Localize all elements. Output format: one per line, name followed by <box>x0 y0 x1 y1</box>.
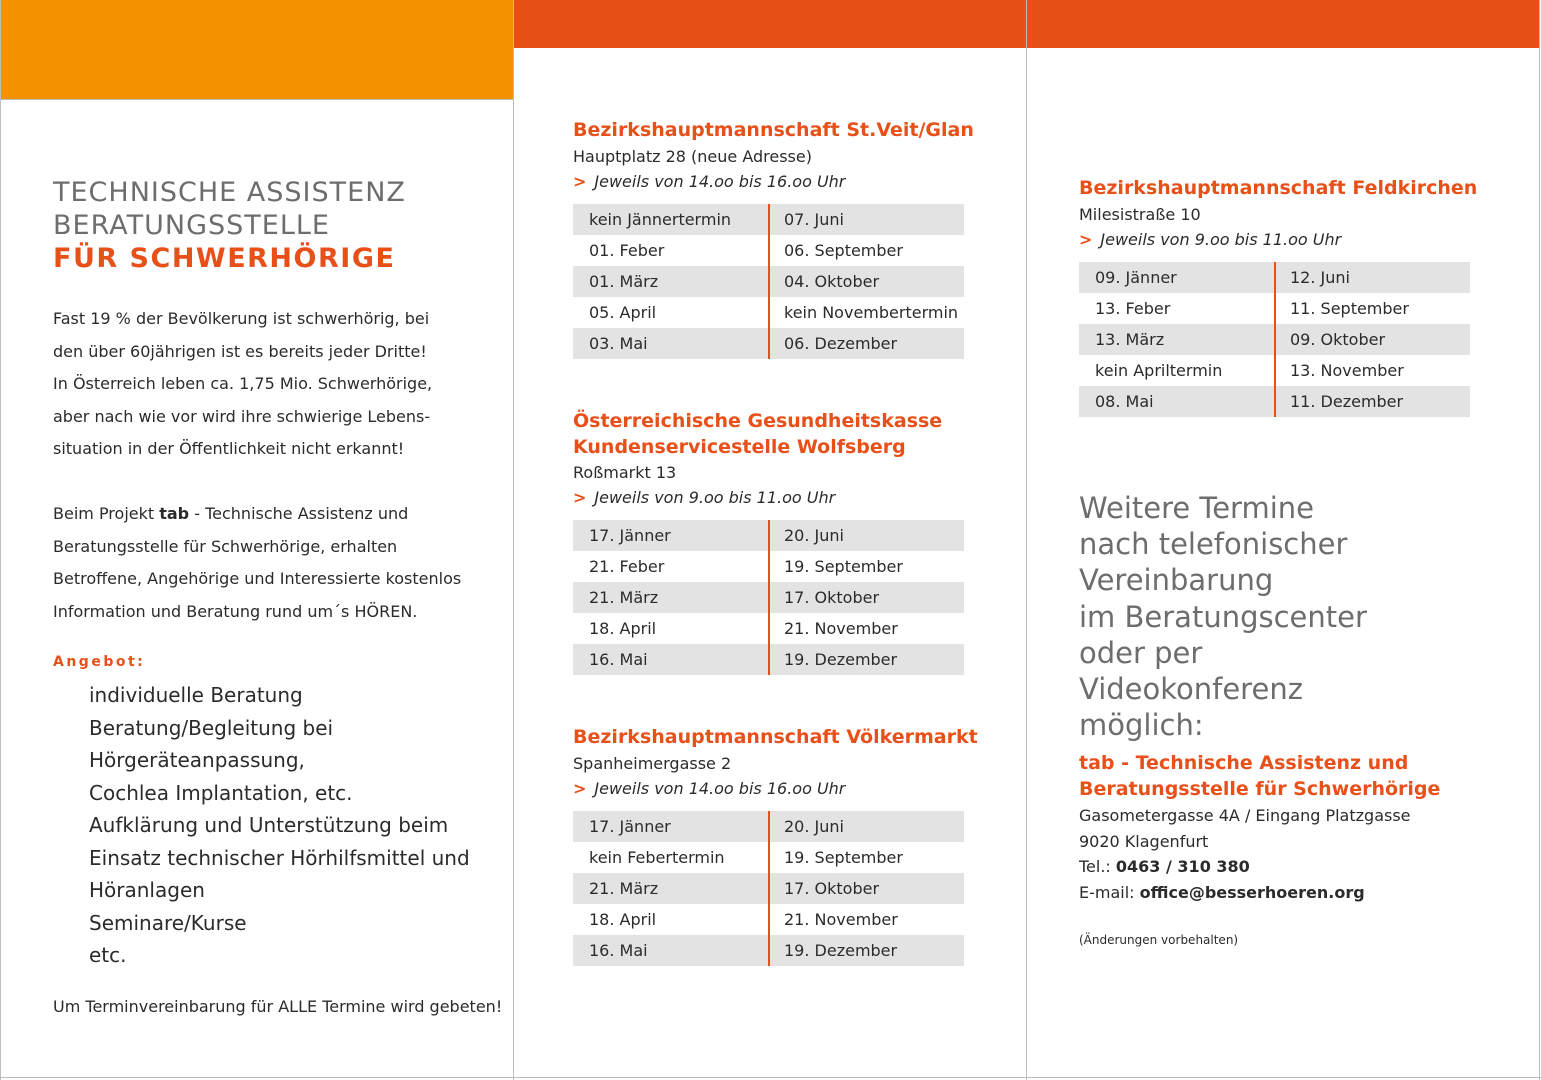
date-cell: 05. April <box>589 303 657 322</box>
more-line: nach telefonischer <box>1079 527 1348 562</box>
phone-label: Tel.: <box>1079 857 1116 876</box>
arrow-icon: > <box>573 779 587 798</box>
intro-line: situation in der Öffentlichkeit nicht erkannt! <box>53 439 405 458</box>
location-address: Hauptplatz 28 (neue Adresse) <box>573 147 812 166</box>
date-cell: 09. Oktober <box>1274 324 1470 355</box>
project-line-rest: - Technische Assistenz und <box>189 504 409 523</box>
more-line: im Beratungscenter <box>1079 599 1367 634</box>
date-cell: 19. Dezember <box>768 935 964 966</box>
more-line: Weitere Termine <box>1079 491 1315 525</box>
offer-item: Cochlea Implantation, etc. <box>89 780 353 805</box>
date-cell: 09. Jänner <box>1095 268 1177 287</box>
table-row <box>1079 293 1470 324</box>
date-cell: 20. Juni <box>768 520 964 551</box>
location-time <box>1079 230 1341 249</box>
offer-item: Einsatz technischer Hörhilfsmittel und <box>89 845 470 870</box>
date-cell: 17. Jänner <box>589 817 671 836</box>
date-cell: 19. Dezember <box>768 644 964 675</box>
table-row <box>1079 324 1470 355</box>
date-cell: 17. Oktober <box>768 873 964 904</box>
date-cell: 19. September <box>768 842 964 873</box>
date-cell: 03. Mai <box>589 334 648 353</box>
date-cell: 07. Juni <box>768 204 964 235</box>
arrow-icon: > <box>573 488 587 507</box>
table-row <box>573 811 964 842</box>
contact-phone <box>1079 854 1411 880</box>
date-cell: 13. Feber <box>1095 299 1171 318</box>
project-name-tab: tab <box>159 504 190 523</box>
date-cell: 13. März <box>1095 330 1165 349</box>
right-panel <box>1027 0 1540 1080</box>
location-address: Spanheimergasse 2 <box>573 754 732 773</box>
organization-title-line: Beratungsstelle für Schwerhörige <box>1079 778 1441 800</box>
table-row <box>1079 386 1470 417</box>
project-line: Beratungsstelle für Schwerhörige, erhalten <box>53 536 398 556</box>
location-title-line: Österreichische Gesundheitskasse <box>573 410 943 432</box>
table-row <box>573 644 964 675</box>
date-cell: 21. März <box>589 588 659 607</box>
date-table-feldkirchen <box>1079 262 1470 417</box>
more-line: Vereinbarung <box>1079 563 1274 598</box>
more-appointments-text <box>1079 490 1367 743</box>
location-address: Roßmarkt 13 <box>573 463 677 482</box>
bottom-border <box>0 1077 1541 1078</box>
left-panel <box>0 0 514 1080</box>
date-cell: kein Novembertermin <box>768 297 964 328</box>
location-title-wolfsberg <box>573 408 942 460</box>
offer-item: individuelle Beratung <box>89 683 303 707</box>
table-row <box>573 297 964 328</box>
date-table-st-veit <box>573 204 964 359</box>
date-cell: 12. Juni <box>1274 262 1470 293</box>
table-row <box>573 328 964 359</box>
intro-line: Fast 19 % der Bevölkerung ist schwerhörig, bei <box>53 309 430 328</box>
date-cell: 21. Feber <box>589 557 665 576</box>
email-label: E-mail: <box>1079 882 1140 902</box>
intro-paragraph <box>53 303 493 466</box>
table-row <box>573 935 964 966</box>
table-row <box>573 520 964 551</box>
offer-item: Seminare/Kurse <box>89 910 247 935</box>
location-title-line: Kundenservicestelle Wolfsberg <box>573 436 906 458</box>
date-cell: 17. Oktober <box>768 582 964 613</box>
date-cell: kein Febertermin <box>589 848 725 867</box>
date-cell: 20. Juni <box>768 811 964 842</box>
more-line: oder per <box>1079 635 1203 670</box>
location-title-feldkirchen <box>1079 175 1477 201</box>
red-header-bar <box>1027 0 1539 48</box>
date-cell: 06. Dezember <box>768 328 964 359</box>
intro-line: In Österreich leben ca. 1,75 Mio. Schwerhörige, <box>53 374 433 393</box>
project-prefix: Beim Projekt <box>53 504 160 523</box>
date-cell: 11. Dezember <box>1274 386 1470 417</box>
date-cell: 08. Mai <box>1095 392 1154 411</box>
location-title-line: Bezirkshauptmannschaft St.Veit/Glan <box>573 119 974 141</box>
location-title-st-veit <box>573 117 974 143</box>
organization-title <box>1079 750 1440 802</box>
time-text: Jeweils von 14.oo bis 16.oo Uhr <box>594 172 846 191</box>
contact-city: 9020 Klagenfurt <box>1079 831 1209 851</box>
offer-item: Höranlagen <box>89 878 205 902</box>
time-text: Jeweils von 9.oo bis 11.oo Uhr <box>1100 230 1342 249</box>
red-header-bar <box>514 0 1026 48</box>
offer-item: Hörgeräteanpassung, <box>89 748 305 772</box>
date-cell: 21. November <box>768 613 964 644</box>
arrow-icon: > <box>1079 230 1093 249</box>
date-cell: 19. September <box>768 551 964 582</box>
middle-panel <box>514 0 1027 1080</box>
table-row <box>573 204 964 235</box>
offer-heading: Angebot: <box>53 654 146 670</box>
table-row <box>573 551 964 582</box>
project-line: Information und Beratung rund um´s HÖREN. <box>53 601 418 621</box>
time-text: Jeweils von 14.oo bis 16.oo Uhr <box>594 779 846 798</box>
location-time <box>573 779 845 798</box>
table-row <box>573 266 964 297</box>
date-table-wolfsberg <box>573 520 964 675</box>
disclaimer: (Änderungen vorbehalten) <box>1079 933 1239 947</box>
table-row <box>573 904 964 935</box>
project-line <box>53 498 493 531</box>
contact-email <box>1079 880 1411 906</box>
location-time <box>573 488 835 507</box>
project-paragraph <box>53 498 493 628</box>
table-row <box>573 235 964 266</box>
date-cell: 01. März <box>589 272 659 291</box>
more-line: Videokonferenz <box>1079 672 1303 707</box>
arrow-icon: > <box>573 172 587 191</box>
date-cell: 17. Jänner <box>589 526 671 545</box>
time-text: Jeweils von 9.oo bis 11.oo Uhr <box>594 488 836 507</box>
table-row <box>1079 262 1470 293</box>
intro-line: den über 60jährigen ist es bereits jeder Dritte! <box>53 341 427 361</box>
date-cell: 21. März <box>589 879 659 898</box>
date-cell: 21. November <box>768 904 964 935</box>
date-cell: 04. Oktober <box>768 266 964 297</box>
offer-item: Aufklärung und Unterstützung beim <box>89 813 449 837</box>
table-row <box>573 842 964 873</box>
table-row <box>573 582 964 613</box>
title-line-3: FÜR SCHWERHÖRIGE <box>53 243 396 274</box>
location-title-line: Bezirkshauptmannschaft Völkermarkt <box>573 726 978 748</box>
orange-header-bar <box>1 0 513 100</box>
date-cell: 13. November <box>1274 355 1470 386</box>
email-link[interactable]: office@besserhoeren.org <box>1139 882 1365 902</box>
date-cell: 06. September <box>768 235 964 266</box>
more-line: möglich: <box>1079 708 1204 743</box>
table-row <box>573 613 964 644</box>
offer-list <box>89 679 470 972</box>
brochure-title <box>53 176 406 275</box>
organization-title-line: tab - Technische Assistenz und <box>1079 752 1409 774</box>
date-cell: kein Jännertermin <box>589 210 732 229</box>
table-row <box>1079 355 1470 386</box>
contact-address: Gasometergasse 4A / Eingang Platzgasse <box>1079 806 1411 825</box>
appointment-note: Um Terminvereinbarung für ALLE Termine wird gebeten! <box>53 997 503 1016</box>
location-address: Milesistraße 10 <box>1079 205 1201 224</box>
intro-line: aber nach wie vor wird ihre schwierige Lebens- <box>53 406 431 426</box>
project-line: Betroffene, Angehörige und Interessierte kostenlos <box>53 569 462 588</box>
date-cell: 16. Mai <box>589 941 648 960</box>
location-title-voelkermarkt <box>573 724 978 750</box>
title-line-1: TECHNISCHE ASSISTENZ <box>53 177 406 208</box>
date-table-voelkermarkt <box>573 811 964 966</box>
date-cell: kein Apriltermin <box>1095 361 1223 380</box>
location-title-line: Bezirkshauptmannschaft Feldkirchen <box>1079 177 1478 199</box>
contact-block <box>1079 803 1411 905</box>
date-cell: 11. September <box>1274 293 1470 324</box>
date-cell: 16. Mai <box>589 650 648 669</box>
location-time <box>573 172 845 191</box>
date-cell: 18. April <box>589 910 657 929</box>
table-row <box>573 873 964 904</box>
date-cell: 01. Feber <box>589 241 665 260</box>
date-cell: 18. April <box>589 619 657 638</box>
offer-item: Beratung/Begleitung bei <box>89 715 334 740</box>
offer-item: etc. <box>89 943 127 967</box>
title-line-2: BERATUNGSSTELLE <box>53 210 330 241</box>
phone-number[interactable]: 0463 / 310 380 <box>1115 857 1250 876</box>
